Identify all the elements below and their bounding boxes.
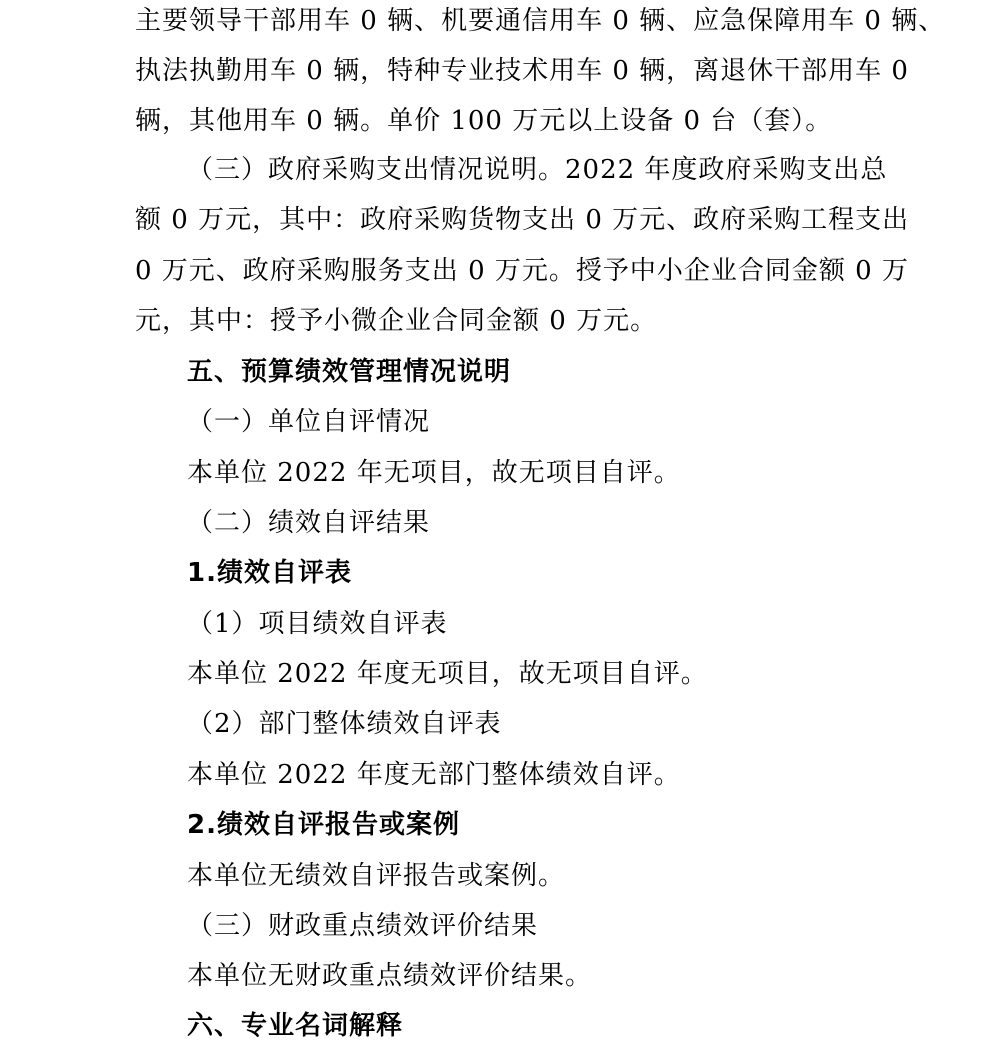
department-self-evaluation-text: 本单位 2022 年度无部门整体绩效自评。 [187,760,681,790]
procurement-paragraph-line-2: 额 0 万元，其中：政府采购货物支出 0 万元、政府采购工程支出 [135,205,910,235]
procurement-paragraph-line-4: 元，其中：授予小微企业合同金额 0 万元。 [135,306,658,336]
self-evaluation-table-heading: 1.绩效自评表 [187,558,352,588]
self-evaluation-report-text: 本单位无绩效自评报告或案例。 [187,861,566,891]
section-5-sub-1-text: 本单位 2022 年无项目，故无项目自评。 [187,458,681,488]
section-5-sub-3-text: 本单位无财政重点绩效评价结果。 [187,961,593,991]
section-5-sub-1-heading: （一）单位自评情况 [187,407,431,437]
section-5-sub-3-heading: （三）财政重点绩效评价结果 [187,911,539,941]
section-6-heading: 六、专业名词解释 [187,1011,404,1041]
section-5-sub-2-heading: （二）绩效自评结果 [187,508,431,538]
section-5-heading: 五、预算绩效管理情况说明 [187,357,512,387]
procurement-paragraph-line-1: （三）政府采购支出情况说明。2022 年度政府采购支出总 [187,155,888,185]
vehicles-paragraph-line-1: 主要领导干部用车 0 辆、机要通信用车 0 辆、应急保障用车 0 辆、 [135,6,946,36]
procurement-paragraph-line-3: 0 万元、政府采购服务支出 0 万元。授予中小企业合同金额 0 万 [135,256,909,286]
vehicles-paragraph-line-3: 辆，其他用车 0 辆。单价 100 万元以上设备 0 台（套）。 [135,106,833,136]
department-self-evaluation-heading: （2）部门整体绩效自评表 [187,709,502,739]
project-self-evaluation-heading: （1）项目绩效自评表 [187,609,448,639]
project-self-evaluation-text: 本单位 2022 年度无项目，故无项目自评。 [187,659,708,689]
vehicles-paragraph-line-2: 执法执勤用车 0 辆，特种专业技术用车 0 辆，离退休干部用车 0 [135,56,909,86]
self-evaluation-report-heading: 2.绩效自评报告或案例 [187,810,460,840]
